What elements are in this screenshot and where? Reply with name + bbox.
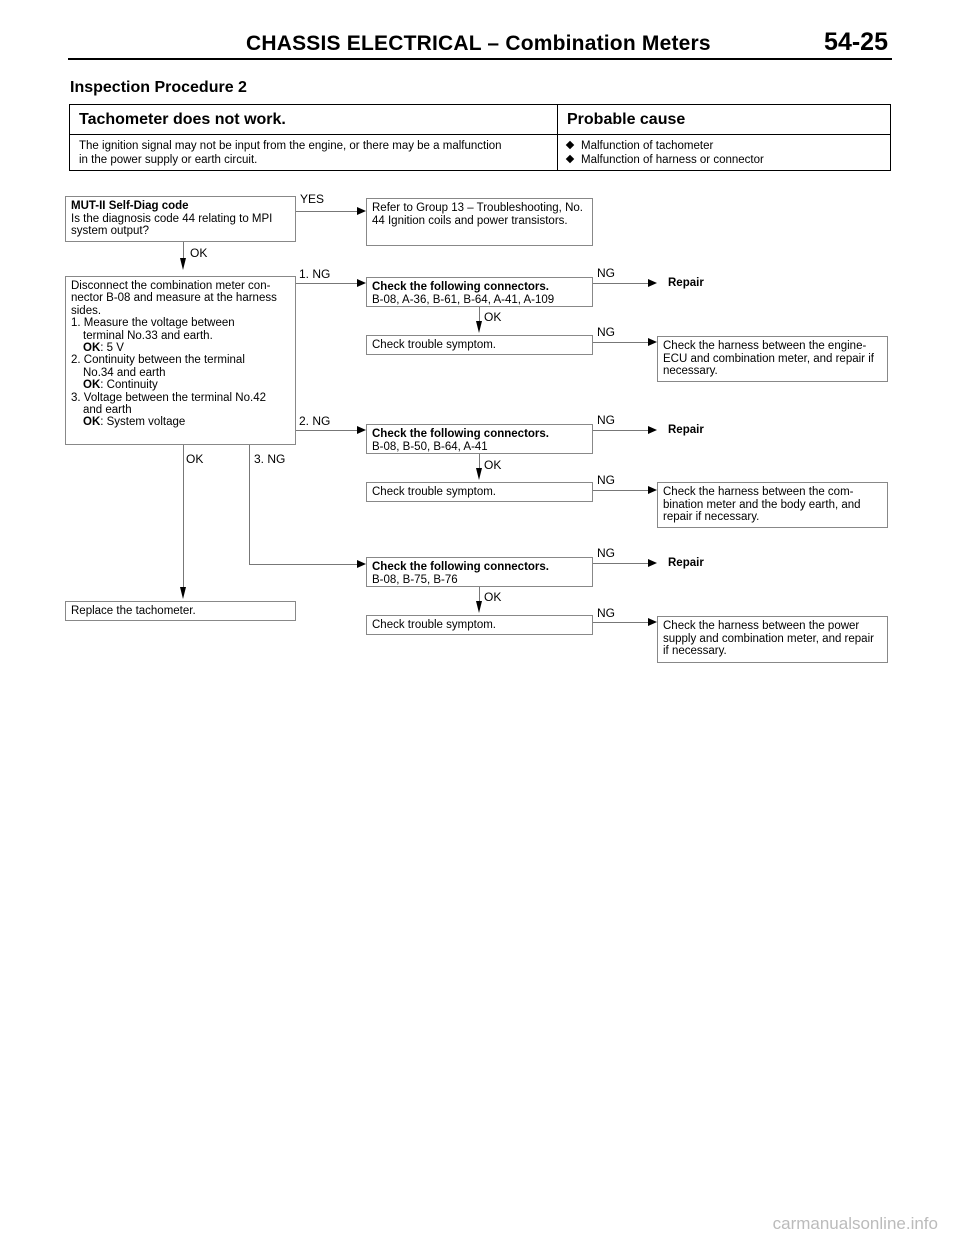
mut-title: MUT-II Self-Diag code xyxy=(71,200,189,212)
ng-label: NG xyxy=(597,266,615,280)
arrow-right-icon xyxy=(648,486,657,494)
connectors-list-3: B-08, B-75, B-76 xyxy=(372,573,458,586)
check-connectors-title: Check the following connectors. xyxy=(372,281,549,293)
ng-label: NG xyxy=(597,473,615,487)
check-connectors-box-1 xyxy=(366,277,593,307)
arrow-right-icon xyxy=(648,618,657,626)
connector-line xyxy=(479,587,480,601)
harness-box-2: Check the harness between the com- bination meter and the body earth, and repair if necessary. xyxy=(657,482,888,528)
arrow-down-icon xyxy=(476,321,482,333)
step-3-cont: and earth xyxy=(83,404,132,417)
ng-label: NG xyxy=(597,606,615,620)
repair-label: Repair xyxy=(668,424,704,436)
symptom-description xyxy=(79,139,502,167)
connector-line xyxy=(183,242,184,258)
connector-line xyxy=(296,283,358,284)
arrow-right-icon xyxy=(357,279,366,287)
connector-line xyxy=(593,563,649,564)
check-symptom-box-3: Check trouble symptom. xyxy=(366,615,593,635)
ok-label: OK xyxy=(484,590,502,604)
arrow-right-icon xyxy=(648,426,657,434)
page-number: 54-25 xyxy=(824,28,888,56)
mut-body: Is the diagnosis code 44 relating to MPI system output? xyxy=(71,212,273,237)
table-divider-vertical xyxy=(557,105,558,170)
step-1-ok: OK: 5 V xyxy=(83,342,124,355)
connector-line xyxy=(249,445,250,564)
cause-heading: Probable cause xyxy=(567,111,686,128)
ng-3-label: 3. NG xyxy=(254,452,286,466)
step-2: 2. Continuity between the terminal xyxy=(71,354,245,367)
header-title: CHASSIS ELECTRICAL – Combination Meters xyxy=(246,32,711,55)
mut-self-diag-box xyxy=(65,196,296,242)
check-connectors-box-2 xyxy=(366,424,593,454)
arrow-down-icon xyxy=(476,601,482,613)
disconnect-intro: Disconnect the combination meter con- nector B-08 and measure at the harness sides. xyxy=(71,280,277,317)
cause-list xyxy=(565,139,764,167)
ng-label: NG xyxy=(597,413,615,427)
harness-box-3: Check the harness between the power supply and combination meter, and repair if necessary. xyxy=(657,616,888,663)
step-3: 3. Voltage between the terminal No.42 xyxy=(71,391,266,404)
header-rule xyxy=(68,58,892,60)
step-1-cont: terminal No.33 and earth. xyxy=(83,329,213,342)
table-divider-horizontal xyxy=(70,134,890,135)
arrow-right-icon xyxy=(648,279,657,287)
description-line-1: The ignition signal may not be input from the engine, or there may be a malfunction xyxy=(79,140,502,152)
step-1: 1. Measure the voltage between xyxy=(71,317,235,330)
arrow-right-icon xyxy=(357,207,366,215)
page-header xyxy=(68,30,892,58)
cause-item: Malfunction of tachometer xyxy=(565,139,764,153)
arrow-right-icon xyxy=(357,560,366,568)
step-2-ok: OK: Continuity xyxy=(83,379,158,392)
arrow-down-icon xyxy=(180,258,186,270)
ok-label: OK xyxy=(484,310,502,324)
step-3-ok: OK: System voltage xyxy=(83,416,186,429)
connector-line xyxy=(183,445,184,587)
arrow-down-icon xyxy=(180,587,186,599)
connector-line xyxy=(296,211,358,212)
refer-box: Refer to Group 13 – Troubleshooting, No. 44 Ignition coils and power transistors. xyxy=(366,198,593,246)
procedure-title: Inspection Procedure 2 xyxy=(70,79,247,96)
bullet-icon xyxy=(566,155,574,163)
ng-2-label: 2. NG xyxy=(299,414,331,428)
ng-label: NG xyxy=(597,325,615,339)
connector-line xyxy=(593,490,649,491)
connector-line xyxy=(479,454,480,468)
cause-item: Malfunction of harness or connector xyxy=(565,153,764,167)
ok-label: OK xyxy=(186,452,204,466)
check-connectors-box-3 xyxy=(366,557,593,587)
check-symptom-box-2: Check trouble symptom. xyxy=(366,482,593,502)
connector-line xyxy=(593,283,649,284)
repair-label: Repair xyxy=(668,277,704,289)
connector-line xyxy=(593,342,649,343)
disconnect-box xyxy=(65,276,296,445)
yes-label: YES xyxy=(300,192,325,206)
connector-line xyxy=(593,622,649,623)
ok-label: OK xyxy=(484,458,502,472)
step-2-cont: No.34 and earth xyxy=(83,366,166,379)
symptom-heading: Tachometer does not work. xyxy=(79,111,286,128)
ng-1-label: 1. NG xyxy=(299,267,331,281)
description-line-2: in the power supply or earth circuit. xyxy=(79,154,258,166)
check-symptom-box-1: Check trouble symptom. xyxy=(366,335,593,355)
ok-label: OK xyxy=(190,246,208,260)
check-connectors-title: Check the following connectors. xyxy=(372,561,549,573)
arrow-right-icon xyxy=(648,559,657,567)
replace-tachometer-box: Replace the tachometer. xyxy=(65,601,296,621)
watermark: carmanualsonline.info xyxy=(772,1214,938,1233)
bullet-icon xyxy=(566,141,574,149)
connector-line xyxy=(479,307,480,321)
connectors-list-2: B-08, B-50, B-64, A-41 xyxy=(372,440,488,453)
harness-box-1: Check the harness between the engine- ECU and combination meter, and repair if necessary. xyxy=(657,336,888,382)
repair-label: Repair xyxy=(668,557,704,569)
connector-line xyxy=(593,430,649,431)
connector-line xyxy=(249,564,358,565)
arrow-right-icon xyxy=(648,338,657,346)
ng-label: NG xyxy=(597,546,615,560)
connectors-list-1: B-08, A-36, B-61, B-64, A-41, A-109 xyxy=(372,293,555,306)
symptom-table xyxy=(69,104,891,171)
check-connectors-title: Check the following connectors. xyxy=(372,428,549,440)
connector-line xyxy=(296,430,358,431)
arrow-right-icon xyxy=(357,426,366,434)
arrow-down-icon xyxy=(476,468,482,480)
